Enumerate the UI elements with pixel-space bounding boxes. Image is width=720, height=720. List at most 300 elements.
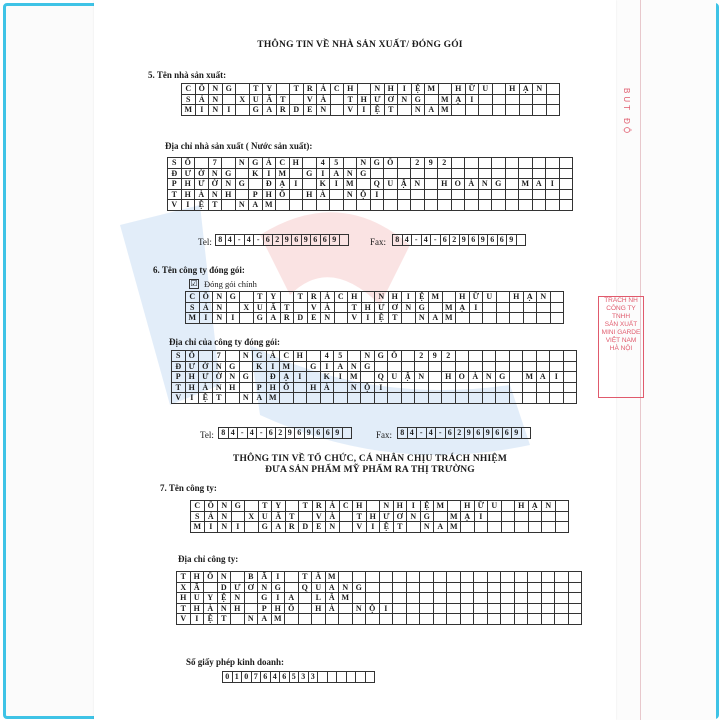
company-address-cell [501, 593, 515, 604]
company-address-cell [447, 582, 461, 593]
packer-address-cell: S [172, 351, 186, 362]
packer-address-cell [509, 351, 523, 362]
number-cell: 4 [244, 235, 254, 246]
company-address-heading: Địa chỉ công ty: [178, 554, 239, 564]
packer-address-cell [293, 361, 307, 372]
company-name-cell: M [447, 522, 461, 533]
number-cell: 6 [469, 235, 479, 246]
company-name-cell: H [353, 501, 367, 512]
packer-address-cell [388, 361, 402, 372]
manufacturer-name-cell [506, 94, 520, 105]
manufacturer-address-cell [411, 168, 425, 179]
packer-address-cell: Ư [199, 372, 213, 383]
number-cell: 6 [263, 235, 273, 246]
packer-name-cell: G [226, 292, 240, 303]
company-address-cell [352, 593, 366, 604]
manufacturer-address-cell: M [276, 168, 290, 179]
number-cell: 2 [455, 428, 465, 439]
packer-address-cell: A [253, 393, 267, 404]
company-name-cell [434, 511, 448, 522]
company-address-cell [244, 593, 258, 604]
company-address-cell [487, 593, 501, 604]
manufacturer-address-cell [505, 179, 519, 190]
manufacturer-address-cell: H [181, 179, 195, 190]
manufacturer-name-cell: N [533, 84, 547, 95]
packer-name-cell: I [199, 313, 213, 324]
manufacturer-address-cell: T [208, 200, 222, 211]
packer-address-cell [496, 361, 510, 372]
packer-address-cell [563, 372, 577, 383]
company-address-cell: N [217, 572, 231, 583]
manufacturer-address-cell: M [519, 179, 533, 190]
manufacturer-name-cell: M [182, 105, 196, 116]
manufacturer-name-cell: G [222, 84, 236, 95]
company-address-cell: A [258, 614, 272, 625]
packer-name-cell: Ạ [456, 302, 470, 313]
packer-address-cell: G [361, 361, 375, 372]
packer-name-cell: Ấ [267, 302, 281, 313]
packer-name-cell: Ô [199, 292, 213, 303]
manufacturer-address-cell: C [276, 158, 290, 169]
manufacturer-address-cell [384, 168, 398, 179]
company-name-cell: Y [272, 501, 286, 512]
packer-address-cell: H [293, 351, 307, 362]
packer-name-cell: M [442, 313, 456, 324]
packer-name-cell: M [442, 302, 456, 313]
manufacturer-address-cell [559, 179, 573, 190]
packer-name-cell: R [307, 292, 321, 303]
company-name-cell [245, 501, 259, 512]
manufacturer-address-cell: Õ [384, 158, 398, 169]
manufacturer-address-cell: M [262, 200, 276, 211]
manufacturer-address-cell: I [181, 200, 195, 211]
packer-name-cell: U [253, 302, 267, 313]
manufacturer-name-cell: I [465, 94, 479, 105]
manufacturer-address-cell: N [343, 168, 357, 179]
packer-name-row [186, 292, 564, 303]
company-name-cell: Ả [204, 511, 218, 522]
manufacturer-address-cell [276, 200, 290, 211]
company-name-cell [528, 522, 542, 533]
manufacturer-address-cell: G [303, 168, 317, 179]
number-cell: 4 [421, 235, 431, 246]
packer-address-cell: Ậ [401, 372, 415, 383]
packer-address-cell [455, 382, 469, 393]
manufacturer-name-cell [330, 105, 344, 116]
manufacturer-address-cell: I [370, 189, 384, 200]
manufacturer-address-cell [384, 200, 398, 211]
number-cell: 8 [219, 428, 229, 439]
packer-address-cell: I [334, 372, 348, 383]
company-address-cell: T [298, 572, 312, 583]
packer-name-cell: Ạ [523, 292, 537, 303]
packer-address-cell [563, 361, 577, 372]
packer-address-cell [550, 361, 564, 372]
manufacturer-address-cell: T [168, 189, 182, 200]
company-address-cell [231, 572, 245, 583]
company-name-cell: H [515, 501, 529, 512]
manufacturer-address-cell: Ố [181, 158, 195, 169]
company-address-cell [366, 582, 380, 593]
number-cell: - [412, 235, 422, 246]
company-name-cell: U [488, 501, 502, 512]
packer-address-cell [482, 393, 496, 404]
company-address-cell [406, 582, 420, 593]
company-name-cell [366, 501, 380, 512]
company-address-cell: G [271, 582, 285, 593]
manufacturer-address-cell: I [330, 179, 344, 190]
company-name-cell: Á [326, 501, 340, 512]
seal-text-line: VIỆT NAM [605, 337, 637, 344]
company-address-cell [514, 614, 528, 625]
manufacturer-name-cell: Ệ [411, 84, 425, 95]
packer-address-cell: 2 [415, 351, 429, 362]
company-name-cell [461, 522, 475, 533]
manufacturer-address-cell: Ạ [276, 179, 290, 190]
manufacturer-name-cell [546, 105, 560, 116]
company-address-cell [514, 593, 528, 604]
manufacturer-address-grid [167, 157, 573, 211]
packer-address-cell: T [212, 393, 226, 404]
manufacturer-address-cell [357, 200, 371, 211]
packer-address-cell [523, 393, 537, 404]
manufacturer-name-cell [492, 105, 506, 116]
seal-text-line: CÔNG TY [606, 305, 636, 312]
company-name-cell: S [191, 511, 205, 522]
company-address-cell: H [231, 603, 245, 614]
number-cell: 9 [478, 235, 488, 246]
manufacturer-address-cell: K [316, 179, 330, 190]
number-cell: 9 [333, 428, 343, 439]
fax-grid [392, 234, 526, 246]
manufacturer-address-cell [492, 189, 506, 200]
packer-name-cell: V [307, 302, 321, 313]
packer-name-cell: A [267, 313, 281, 324]
manufacturer-address-cell [330, 200, 344, 211]
number-cell: 6 [493, 428, 503, 439]
packer-name-cell: T [294, 292, 308, 303]
company-address-cell [420, 603, 434, 614]
manufacturer-name-cell: S [182, 94, 196, 105]
number-cell [365, 672, 375, 683]
company-address-cell [420, 593, 434, 604]
company-address-cell [555, 603, 569, 614]
company-name-cell: Ơ [393, 511, 407, 522]
company-address-cell: N [217, 603, 231, 614]
manufacturer-address-cell [289, 200, 303, 211]
manufacturer-address-cell [397, 168, 411, 179]
company-name-cell: M [447, 511, 461, 522]
packer-address-cell: 9 [428, 351, 442, 362]
company-address-cell: Â [325, 593, 339, 604]
number-cell: 3 [299, 672, 309, 683]
company-address-cell [352, 614, 366, 625]
company-seal [598, 296, 644, 398]
packer-address-row [172, 361, 577, 372]
company-address-cell [460, 603, 474, 614]
company-address-cell [406, 572, 420, 583]
manufacturer-address-cell: Ư [195, 179, 209, 190]
manufacturer-name-row [182, 105, 560, 116]
manufacturer-address-cell: 9 [424, 158, 438, 169]
company-address-cell [420, 582, 434, 593]
manufacturer-address-cell [559, 158, 573, 169]
manufacturer-address-cell [397, 200, 411, 211]
company-address-cell [298, 593, 312, 604]
company-address-cell: Ô [204, 572, 218, 583]
company-address-cell [433, 582, 447, 593]
manufacturer-name-cell: N [209, 84, 223, 95]
packer-address-row [172, 351, 577, 362]
company-address-cell [555, 614, 569, 625]
manufacturer-address-cell: G [492, 179, 506, 190]
packer-address-cell: P [253, 382, 267, 393]
packer-address-cell [280, 393, 294, 404]
number-cell: 4 [225, 235, 235, 246]
company-name-cell: Ô [204, 501, 218, 512]
company-address-cell [514, 582, 528, 593]
manufacturer-address-cell: 4 [316, 158, 330, 169]
company-name-cell [339, 522, 353, 533]
manufacturer-name-cell: H [452, 84, 466, 95]
company-address-cell: I [271, 572, 285, 583]
packer-address-cell [374, 393, 388, 404]
seal-text-line: MINI GARDE [601, 329, 641, 336]
packer-address-cell [523, 361, 537, 372]
company-address-cell [487, 582, 501, 593]
main-packer-label: Đóng gói chính [204, 279, 257, 289]
packer-name-cell [496, 302, 510, 313]
number-cell: 9 [507, 235, 517, 246]
company-address-cell: D [217, 582, 231, 593]
manufacturer-address-cell [384, 189, 398, 200]
company-address-cell: Â [312, 572, 326, 583]
license-heading: Số giấy phép kinh doanh: [186, 657, 285, 667]
packer-name-cell: I [402, 292, 416, 303]
company-address-cell: T [177, 603, 191, 614]
packer-name-cell [510, 302, 524, 313]
packer-name-cell: N [415, 313, 429, 324]
number-cell: 6 [502, 428, 512, 439]
company-name-cell: H [366, 511, 380, 522]
manufacturer-address-cell [532, 189, 546, 200]
main-packer-checkbox[interactable]: ☑ [190, 279, 198, 288]
packer-name-cell [537, 313, 551, 324]
manufacturer-address-cell [411, 189, 425, 200]
manufacturer-name-cell: À [317, 94, 331, 105]
fax-label: Fax: [370, 237, 387, 247]
company-address-cell [406, 603, 420, 614]
manufacturer-address-cell [424, 168, 438, 179]
manufacturer-address-cell [289, 168, 303, 179]
packer-address-cell: Đ [172, 361, 186, 372]
packer-name-cell [334, 302, 348, 313]
manufacturer-address-cell: N [208, 189, 222, 200]
packer-name-cell [442, 292, 456, 303]
manufacturer-name-cell: Ữ [465, 84, 479, 95]
packer-name-row [186, 313, 564, 324]
packer-address-cell: C [280, 351, 294, 362]
company-name-cell [542, 522, 556, 533]
manufacturer-address-cell: N [343, 189, 357, 200]
packer-address-cell: I [550, 372, 564, 383]
manufacturer-address-cell: 2 [438, 158, 452, 169]
manufacturer-name-row [182, 94, 560, 105]
company-name-cell [299, 511, 313, 522]
company-name-row [191, 511, 569, 522]
number-cell [327, 672, 337, 683]
manufacturer-address-cell [289, 189, 303, 200]
packer-name-cell: H [456, 292, 470, 303]
manufacturer-address-cell [424, 200, 438, 211]
number-cell: 4 [402, 235, 412, 246]
company-name-cell: À [326, 511, 340, 522]
company-name-cell [447, 501, 461, 512]
packer-address-cell [509, 382, 523, 393]
company-address-cell: À [204, 603, 218, 614]
manufacturer-name-cell: G [249, 105, 263, 116]
packer-name-cell: I [226, 313, 240, 324]
manufacturer-name-cell: T [249, 84, 263, 95]
company-address-cell [433, 593, 447, 604]
company-address-cell: H [177, 593, 191, 604]
packer-address-cell: Ệ [199, 393, 213, 404]
company-name-cell: A [272, 522, 286, 533]
packer-name-cell [402, 313, 416, 324]
manufacturer-address-cell [397, 189, 411, 200]
number-cell: 3 [308, 672, 318, 683]
company-address-cell [474, 614, 488, 625]
packer-address-cell [347, 393, 361, 404]
manufacturer-name-cell: Ạ [519, 84, 533, 95]
company-address-cell [447, 614, 461, 625]
company-address-cell [366, 572, 380, 583]
manufacturer-name-cell: T [384, 105, 398, 116]
packer-name-cell [550, 292, 564, 303]
packer-address-heading: Địa chỉ của công ty đóng gói: [169, 337, 281, 347]
packer-address-cell: Ố [185, 351, 199, 362]
manufacturer-name-cell: H [506, 84, 520, 95]
manufacturer-address-cell: G [357, 168, 371, 179]
packer-address-cell: H [266, 382, 280, 393]
number-cell: 6 [311, 235, 321, 246]
packer-name-cell [550, 313, 564, 324]
number-cell: 6 [440, 235, 450, 246]
number-row [223, 672, 375, 683]
packer-address-cell: I [266, 361, 280, 372]
company-name-cell: H [393, 501, 407, 512]
company-address-row [177, 582, 582, 593]
packer-address-cell: G [496, 372, 510, 383]
packer-name-cell: R [280, 313, 294, 324]
packer-name-cell [550, 302, 564, 313]
manufacturer-name-cell [222, 94, 236, 105]
manufacturer-address-cell [505, 189, 519, 200]
manufacturer-name-cell: N [209, 94, 223, 105]
packer-name-cell [469, 313, 483, 324]
manufacturer-name-cell: Ả [195, 94, 209, 105]
manufacturer-name-row [182, 84, 560, 95]
manufacturer-address-row [168, 189, 573, 200]
manufacturer-name-cell [425, 94, 439, 105]
company-address-cell: N [231, 593, 245, 604]
manufacturer-address-cell [478, 158, 492, 169]
packer-address-cell: Q [374, 372, 388, 383]
company-address-cell [406, 593, 420, 604]
number-cell: 6 [474, 428, 484, 439]
manufacturer-name-cell: Ô [195, 84, 209, 95]
company-address-cell: H [312, 603, 326, 614]
company-name-cell: N [218, 501, 232, 512]
company-name-cell: Ạ [528, 501, 542, 512]
manufacturer-address-cell: Đ [168, 168, 182, 179]
manufacturer-address-cell: I [262, 168, 276, 179]
company-address-cell [501, 572, 515, 583]
license-grid [222, 671, 375, 683]
packer-address-cell [536, 382, 550, 393]
manufacturer-address-cell [478, 189, 492, 200]
packer-address-row [172, 382, 577, 393]
packer-address-cell [442, 393, 456, 404]
company-address-cell [514, 603, 528, 614]
manufacturer-name-cell: N [398, 94, 412, 105]
company-address-cell: H [190, 572, 204, 583]
manufacturer-address-cell: U [384, 179, 398, 190]
company-name-cell: T [258, 501, 272, 512]
manufacturer-name-cell: I [398, 84, 412, 95]
packer-address-cell [469, 351, 483, 362]
packer-address-cell [509, 393, 523, 404]
packer-address-cell: N [347, 382, 361, 393]
packer-name-cell: N [402, 302, 416, 313]
packer-address-cell [428, 361, 442, 372]
packer-name-cell: E [307, 313, 321, 324]
manufacturer-name-cell: H [357, 94, 371, 105]
manufacturer-heading: 5. Tên nhà sản xuất: [148, 70, 227, 80]
manufacturer-address-cell: Ư [181, 168, 195, 179]
manufacturer-name-cell: M [425, 84, 439, 95]
company-address-row [177, 603, 582, 614]
packer-address-cell: M [523, 372, 537, 383]
packer-address-cell: 4 [320, 351, 334, 362]
manufacturer-name-cell: Ư [371, 94, 385, 105]
number-cell: 6 [280, 672, 290, 683]
company-address-cell: L [312, 593, 326, 604]
packer-name-cell [510, 313, 524, 324]
company-name-cell: I [231, 522, 245, 533]
manufacturer-address-cell [465, 200, 479, 211]
company-name-cell: I [474, 511, 488, 522]
packer-address-cell [563, 351, 577, 362]
company-address-cell [420, 572, 434, 583]
packer-address-cell [334, 382, 348, 393]
company-address-cell [541, 593, 555, 604]
packer-name-cell: I [361, 313, 375, 324]
company-address-cell: X [177, 582, 191, 593]
manufacturer-address-cell [357, 179, 371, 190]
company-address-cell [541, 582, 555, 593]
manufacturer-address-cell: G [235, 179, 249, 190]
company-name-cell: Ệ [420, 501, 434, 512]
packer-address-cell: I [293, 372, 307, 383]
company-name-cell: N [218, 522, 232, 533]
manufacturer-name-cell: E [303, 105, 317, 116]
number-cell: 6 [295, 428, 305, 439]
manufacturer-address-cell: À [195, 189, 209, 200]
manufacturer-address-cell [451, 189, 465, 200]
packer-address-cell: H [307, 382, 321, 393]
manufacturer-address-cell: Ờ [208, 179, 222, 190]
